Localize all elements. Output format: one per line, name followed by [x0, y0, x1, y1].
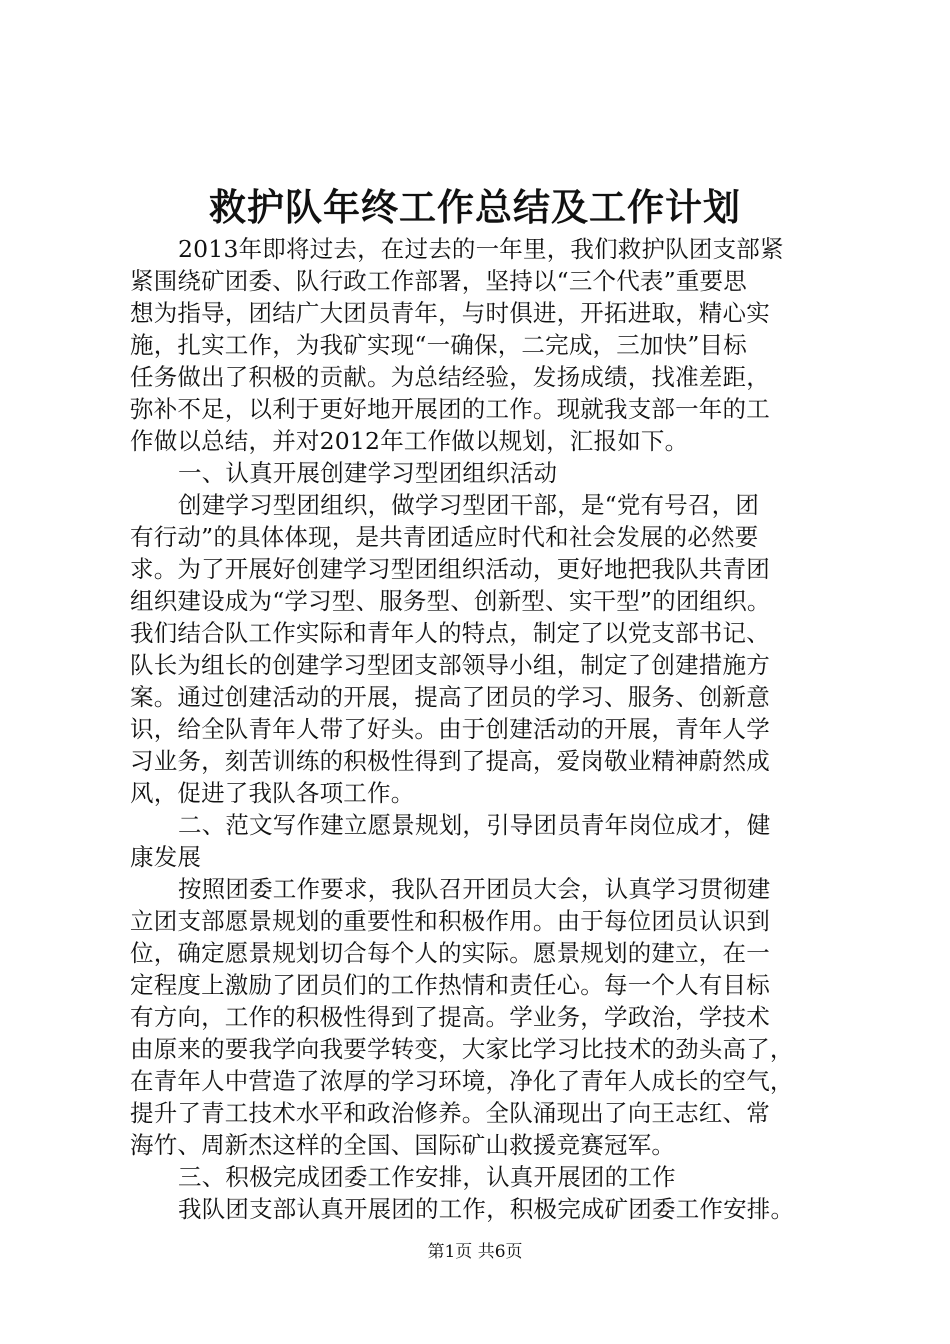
text-line: 按照团委工作要求，我队召开团员大会，认真学习贯彻建: [178, 875, 771, 903]
text-line: 有方向，工作的积极性得到了提高。学业务，学政治，学技术: [130, 1003, 770, 1031]
text-line: 2013年即将过去，在过去的一年里，我们救护队团支部紧: [178, 235, 784, 263]
text-line: 提升了青工技术水平和政治修养。全队涌现出了向王志红、常: [130, 1099, 770, 1127]
text-line: 队长为组长的创建学习型团支部领导小组，制定了创建措施方: [130, 651, 770, 679]
text-line: 创建学习型团组织，做学习型团干部，是“党有号召，团: [178, 491, 760, 519]
page-footer: 第1页 共6页: [427, 1242, 523, 1262]
text-line: 紧围绕矿团委、队行政工作部署，坚持以“三个代表”重要思: [130, 267, 747, 295]
text-line: 我们结合队工作实际和青年人的特点，制定了以党支部书记、: [130, 619, 770, 647]
text-line: 定程度上激励了团员们的工作热情和责任心。每一个人有目标: [130, 971, 770, 999]
text-line: 立团支部愿景规划的重要性和积极作用。由于每位团员认识到: [130, 907, 770, 935]
text-line: 施，扎实工作，为我矿实现“一确保，二完成，三加快”目标: [130, 331, 747, 359]
text-line: 识，给全队青年人带了好头。由于创建活动的开展，青年人学: [130, 715, 770, 743]
section-heading: 三、积极完成团委工作安排，认真开展团的工作: [178, 1163, 676, 1191]
text-line: 想为指导，团结广大团员青年，与时俱进，开拓进取，精心实: [130, 299, 770, 327]
document-title: 救护队年终工作总结及工作计划: [209, 185, 741, 229]
section-heading: 一、认真开展创建学习型团组织活动: [178, 459, 558, 487]
text-line: 习业务，刻苦训练的积极性得到了提高，爱岗敬业精神蔚然成: [130, 747, 770, 775]
text-line: 由原来的要我学向我要学转变，大家比学习比技术的劲头高了，: [130, 1035, 794, 1063]
text-line: 在青年人中营造了浓厚的学习环境，净化了青年人成长的空气，: [130, 1067, 794, 1095]
section-heading-continued: 康发展: [130, 843, 202, 871]
section-heading: 二、范文写作建立愿景规划，引导团员青年岗位成才，健: [178, 811, 771, 839]
text-line: 位，确定愿景规划切合每个人的实际。愿景规划的建立，在一: [130, 939, 770, 967]
text-line: 求。为了开展好创建学习型团组织活动，更好地把我队共青团: [130, 555, 770, 583]
text-line: 作做以总结，并对2012年工作做以规划，汇报如下。: [130, 427, 689, 455]
text-line: 风，促进了我队各项工作。: [130, 779, 415, 807]
text-line: 任务做出了积极的贡献。为总结经验，发扬成绩，找准差距，: [130, 363, 770, 391]
document-body: [130, 233, 860, 1225]
text-line: 海竹、周新杰这样的全国、国际矿山救援竞赛冠军。: [130, 1131, 676, 1159]
text-line: 案。通过创建活动的开展，提高了团员的学习、服务、创新意: [130, 683, 770, 711]
text-line: 弥补不足，以利于更好地开展团的工作。现就我支部一年的工: [130, 395, 770, 423]
text-line: 组织建设成为“学习型、服务型、创新型、实干型”的团组织。: [130, 587, 771, 615]
text-line: 我队团支部认真开展团的工作，积极完成矿团委工作安排。: [178, 1195, 795, 1223]
text-line: 有行动”的具体体现，是共青团适应时代和社会发展的必然要: [130, 523, 759, 551]
